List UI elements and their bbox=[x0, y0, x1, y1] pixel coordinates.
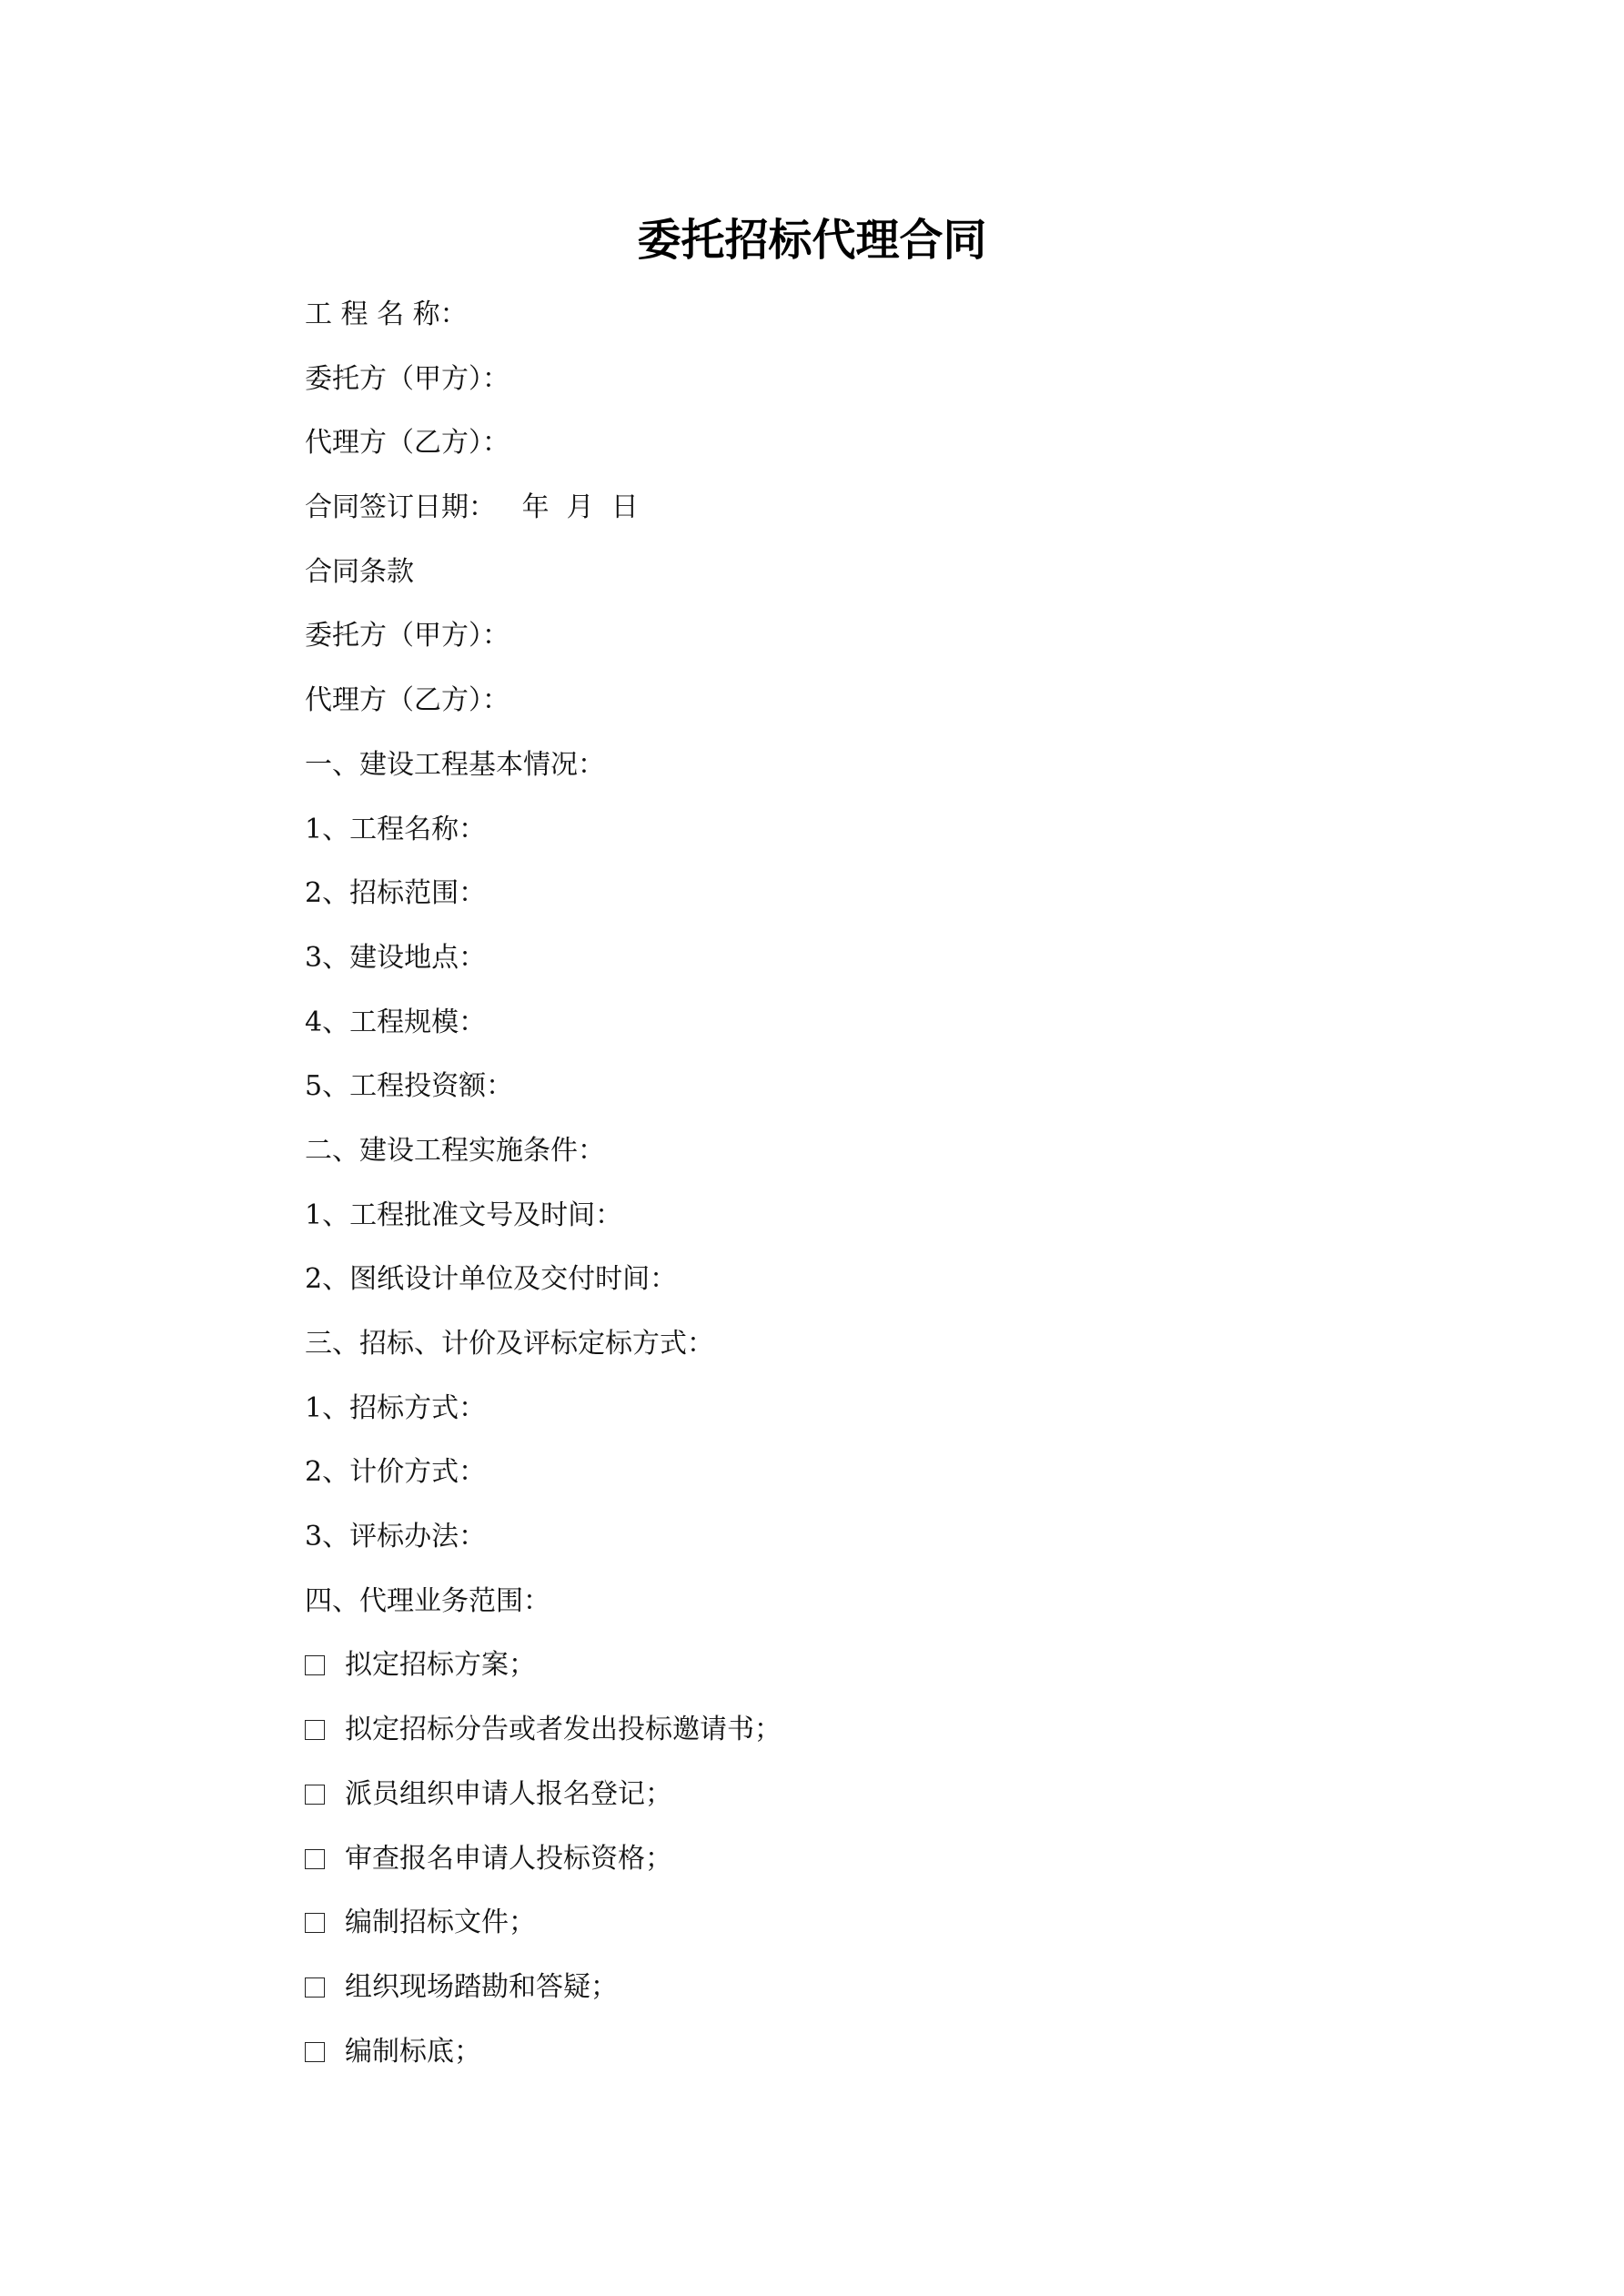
checkbox-icon bbox=[305, 1849, 325, 1869]
contract-line bbox=[305, 421, 1397, 486]
line-text: 合同签订日期： 年 月 日 bbox=[305, 491, 639, 524]
checkbox-icon bbox=[305, 1785, 325, 1805]
checklist-item bbox=[305, 2030, 1397, 2095]
checklist-item bbox=[305, 1644, 1397, 1708]
contract-line bbox=[305, 486, 1397, 551]
line-text: 一、建设工程基本情况： bbox=[305, 748, 605, 781]
line-text: 工 程 名 称： bbox=[305, 298, 468, 330]
line-text: 四、代理业务范围： bbox=[305, 1584, 550, 1617]
contract-line bbox=[305, 551, 1397, 615]
line-text: 审查报名申请人投标资格； bbox=[345, 1842, 672, 1875]
contract-line bbox=[305, 936, 1397, 1001]
line-text: 拟定招标分告或者发出投标邀请书； bbox=[345, 1714, 782, 1746]
line-text: 4、工程规模： bbox=[305, 1006, 487, 1038]
line-text: 拟定招标方案； bbox=[345, 1649, 536, 1682]
line-text: 委托方（甲方）： bbox=[305, 362, 509, 395]
line-text: 合同条款 bbox=[305, 555, 414, 588]
contract-line bbox=[305, 1001, 1397, 1066]
line-text: 2、招标范围： bbox=[305, 877, 487, 910]
contract-line bbox=[305, 1194, 1397, 1259]
line-text: 代理方（乙方）： bbox=[305, 684, 509, 717]
checklist-item bbox=[305, 1773, 1397, 1837]
checklist-item bbox=[305, 1901, 1397, 1966]
checklist-item bbox=[305, 1708, 1397, 1773]
line-text: 1、工程批准文号及时间： bbox=[305, 1199, 623, 1231]
contract-line bbox=[305, 679, 1397, 743]
contract-line bbox=[305, 1322, 1397, 1387]
contract-line bbox=[305, 743, 1397, 808]
contract-line bbox=[305, 293, 1397, 358]
contract-line bbox=[305, 808, 1397, 873]
line-text: 代理方（乙方）： bbox=[305, 427, 509, 460]
contract-line bbox=[305, 614, 1397, 679]
line-text: 编制标底； bbox=[345, 2035, 481, 2068]
checklist-item bbox=[305, 1837, 1397, 1902]
line-text: 2、图纸设计单位及交付时间： bbox=[305, 1263, 678, 1296]
line-text: 编制招标文件； bbox=[345, 1907, 536, 1939]
contract-line bbox=[305, 1258, 1397, 1322]
contract-line bbox=[305, 1387, 1397, 1451]
checkbox-icon bbox=[305, 1977, 325, 1998]
line-text: 派员组织申请人报名登记； bbox=[345, 1777, 672, 1810]
line-text: 3、评标办法： bbox=[305, 1521, 487, 1553]
line-text: 5、工程投资额： bbox=[305, 1070, 514, 1103]
line-text: 三、招标、计价及评标定标方式： bbox=[305, 1328, 714, 1360]
line-text: 3、建设地点： bbox=[305, 941, 487, 974]
checkbox-icon bbox=[305, 1720, 325, 1740]
contract-line bbox=[305, 358, 1397, 422]
line-text: 二、建设工程实施条件： bbox=[305, 1134, 605, 1167]
line-text: 1、招标方式： bbox=[305, 1391, 487, 1424]
checklist-item bbox=[305, 1966, 1397, 2030]
document-title: 委托招标代理合同 bbox=[637, 215, 987, 266]
line-text: 组织现场踏勘和答疑； bbox=[345, 1970, 618, 2003]
contract-lines bbox=[305, 293, 1397, 2094]
checkbox-icon bbox=[305, 1655, 325, 1675]
contract-line bbox=[305, 872, 1397, 936]
contract-line bbox=[305, 1451, 1397, 1515]
contract-line bbox=[305, 1129, 1397, 1194]
line-text: 委托方（甲方）： bbox=[305, 620, 509, 652]
contract-line bbox=[305, 1580, 1397, 1644]
line-text: 1、工程名称： bbox=[305, 813, 487, 845]
contract-line bbox=[305, 1515, 1397, 1580]
line-text: 2、计价方式： bbox=[305, 1456, 487, 1489]
contract-line bbox=[305, 1065, 1397, 1129]
checkbox-icon bbox=[305, 2042, 325, 2062]
checkbox-icon bbox=[305, 1913, 325, 1933]
